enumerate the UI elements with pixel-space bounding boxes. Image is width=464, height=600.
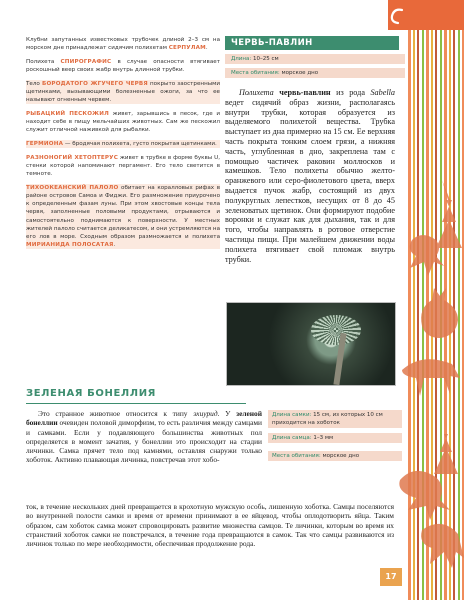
note-term: РАЗНОНОГИЙ ХЕТОПТЕРУС	[26, 154, 118, 161]
note-text: Тело	[26, 80, 42, 87]
worm-icon	[388, 6, 408, 26]
note-term: МИРИАНИДА ПОЛОСАТАЯ	[26, 242, 114, 249]
note-term: СЕРПУЛАМ	[168, 45, 206, 52]
note-text: покрыто заостренными щетинками, вызывающими болезненные ожоги, за что ее называют огненным червем.	[26, 80, 221, 104]
peacock-habitat-info	[225, 68, 405, 78]
note-spirographis	[26, 58, 220, 74]
peacock-length-info	[225, 54, 405, 64]
info-value: 1–3 мм	[313, 435, 334, 441]
body-italic: эхиурид.	[193, 409, 220, 418]
note-text: живет, зарывшись в песок, где и находит себе в пищу мельчайших животных. Сам же пескожил служит отличной наживкой для рыбалки.	[26, 110, 221, 134]
info-value: 10–25 см	[252, 56, 279, 62]
photo-plume	[311, 315, 361, 345]
info-label: Длина:	[231, 56, 252, 62]
note-text: живет в трубке в форме буквы U, стенки которой напоминают пергамент. Его тело светится в темноте.	[26, 154, 220, 178]
peacock-worm-body	[225, 88, 395, 264]
note-chaetopterus	[26, 154, 220, 179]
note-palolo	[26, 184, 220, 250]
note-term: СПИРОГРАФИС	[60, 58, 112, 65]
note-text: Полихета	[26, 58, 61, 65]
bonellia-male-length	[268, 433, 402, 443]
note-text: .	[113, 242, 116, 249]
note-hermione	[26, 140, 220, 148]
note-term: ТИХООКЕАНСКИЙ ПАЛОЛО	[26, 184, 119, 191]
note-text: — бродячая полихета, густо покрытая щетинками.	[63, 141, 217, 148]
body-italic: Полихета	[239, 88, 274, 97]
body-text: из рода	[330, 88, 371, 97]
body-text: очевиден половой диморфизм, то есть различия между самцами и самками. Если у подавляющего большинства животных пол определяется в момент зачатия, у бонеллии это происходит на стадии личинки. Самка прячет тело под камнями, оставляя снаружи только хоботок. Активно плавающая личинка, повстречав этот хобо-	[26, 418, 262, 465]
animal-silhouettes-decoration	[392, 180, 464, 580]
body-bold: зеленой бонеллии	[26, 409, 262, 428]
note-term: РЫБАЦКИЙ ПЕСКОЖИЛ	[26, 110, 109, 117]
info-label: Места обитания:	[272, 453, 321, 459]
info-label: Длина самки:	[272, 412, 312, 418]
note-term: ГЕРМИОНА	[26, 141, 64, 148]
bonellia-title: ЗЕЛЕНАЯ БОНЕЛЛИЯ	[26, 385, 246, 404]
info-value: морское дно	[322, 453, 360, 459]
note-lugworm	[26, 110, 220, 135]
info-label: Места обитания:	[231, 70, 280, 76]
bonellia-habitat	[268, 451, 402, 461]
note-text: .	[205, 45, 208, 52]
info-label: Длина самца:	[272, 435, 312, 441]
note-serpula	[26, 36, 220, 52]
peacock-worm-photo	[226, 302, 396, 386]
info-value: 15 см, из которых 10 см приходится на хоботок	[272, 412, 383, 426]
note-text: в случае опасности втягивает роскошный веер своих жабр внутрь длинной трубки.	[26, 58, 220, 74]
info-value: морское дно	[281, 70, 319, 76]
peacock-worm-title: ЧЕРВЬ-ПАВЛИН	[225, 36, 399, 50]
note-term: БОРОДАТОГО ЖГУЧЕГО ЧЕРВЯ	[42, 80, 148, 87]
body-text: У	[219, 409, 237, 418]
note-bearded-fireworm	[26, 80, 220, 105]
note-text: Клубни запутанных известковых трубочек длиной 2–3 см на морском дне принадлежат сидячим полихетам	[26, 37, 220, 52]
bonellia-female-length	[268, 410, 402, 428]
body-text: Это странное животное относится к типу	[38, 409, 194, 418]
bonellia-body-part1	[26, 409, 262, 465]
body-text: ведет сидячий образ жизни, располагаясь внутри трубки, которая образуется из выделяемого полихетой вещества. Трубка выступает из дна примерно на 15 см. Ее верхняя часть покрыта тонким слоем грязи, а нижняя часть, углубленная в дно, закреплена там с помощью частичек раковин моллюсков и камешков. Тело полихеты обычно желто-оранжевого или серо-фиолетового цвета, вверх выдается пучок жабр, состоящий из двух полукруглых лепестков, несущих от 8 до 45 зеленоватых щетинок. Они формируют подобие воронки и служат как для дыхания, так и для того, чтобы направлять в ротовое отверстие частицы пищи. При малейшем движении воды полихета втягивает свой плюмаж внутрь трубки.	[225, 97, 395, 264]
left-column-species-notes	[26, 36, 220, 255]
bonellia-body-part2: ток, в течение нескольких дней превращается в крохотную мужскую особь, лишенную хоботка. Самцы поселяются во внутренней полости самки и время от времени принимают в ее яйцевод, чтобы оплодотворить яйца. Таким образом, сам хоботок самка может спровоцировать развитие множества самцов. Те личинки, которым во время их странствий хоботок самки не повстречался, в течение года превращаются в самок. Так что самцы развиваются из личинок только по мере необходимости, обеспечивая продолжение рода.	[26, 502, 394, 549]
note-text: обитает на коралловых рифах в районе островов Самоа и Фиджи. Его размножение приурочено к определенным фазам луны. При этом хвостовые концы тела червя, заполненные половыми продуктами, отрываются и самостоятельно поднимаются к поверхности. У местных жителей палоло считается деликатесом, и они устремляются на его лов в море. Сходным образом размножается и полихета	[26, 184, 221, 241]
page-number: 17	[380, 568, 402, 586]
genus-name: Sabella	[370, 88, 396, 97]
body-bold: червь-павлин	[279, 88, 331, 97]
